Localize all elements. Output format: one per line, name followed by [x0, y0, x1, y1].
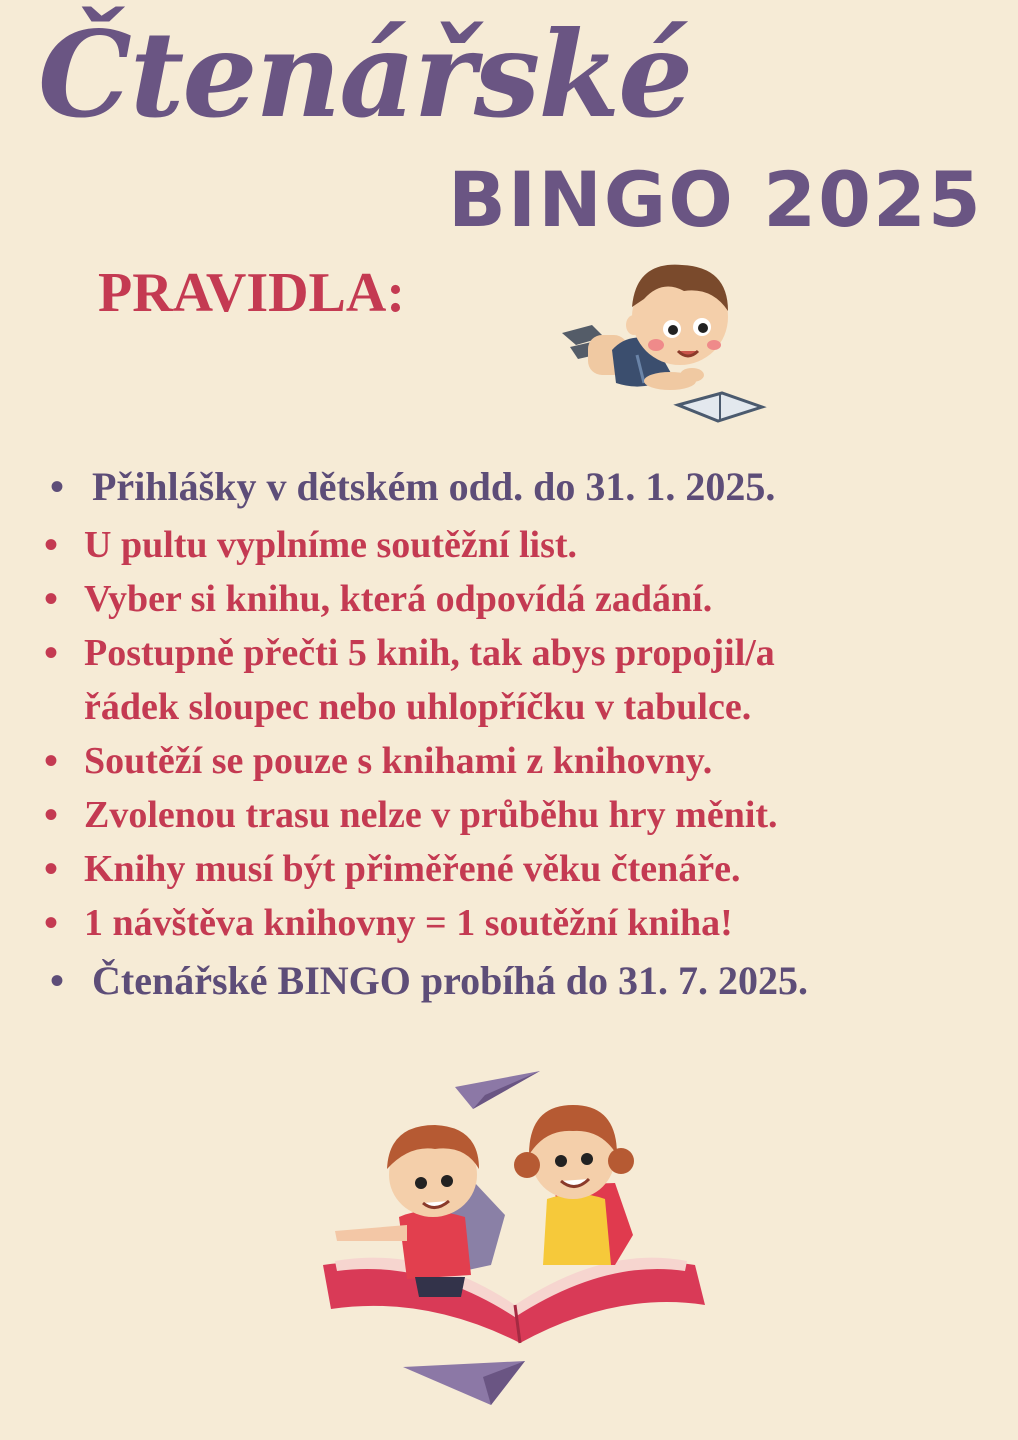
paper-plane-icon: [455, 1071, 540, 1109]
rule-item: • Postupně přečti 5 knih, tak abys propojil/a: [40, 626, 1000, 680]
paper-plane-icon: [403, 1361, 525, 1405]
boy-reading-book-illustration: [552, 255, 767, 430]
kids-flying-on-book-illustration: [315, 1065, 710, 1415]
rule-item: • Knihy musí být přiměřené věku čtenáře.: [40, 842, 1000, 896]
rules-heading: PRAVIDLA:: [98, 262, 405, 324]
rule-item: • U pultu vyplníme soutěžní list.: [40, 518, 1000, 572]
title-script: Čtenářské: [38, 5, 692, 144]
rule-item: • 1 návštěva knihovny = 1 soutěžní kniha!: [40, 896, 1000, 950]
rule-item: • Vyber si knihu, která odpovídá zadání.: [40, 572, 1000, 626]
rule-item-continuation: řádek sloupec nebo uhlopříčku v tabulce.: [84, 686, 752, 728]
title-bingo: BINGO 2025: [448, 155, 983, 244]
rule-item: • Zvolenou trasu nelze v průběhu hry měnit.: [40, 788, 1000, 842]
rule-item: • Přihlášky v dětském odd. do 31. 1. 2025.: [40, 456, 1000, 518]
rules-list: [40, 456, 1000, 1012]
rule-item: • Čtenářské BINGO probíhá do 31. 7. 2025.: [40, 950, 1000, 1012]
rule-item: • Soutěží se pouze s knihami z knihovny.: [40, 734, 1000, 788]
